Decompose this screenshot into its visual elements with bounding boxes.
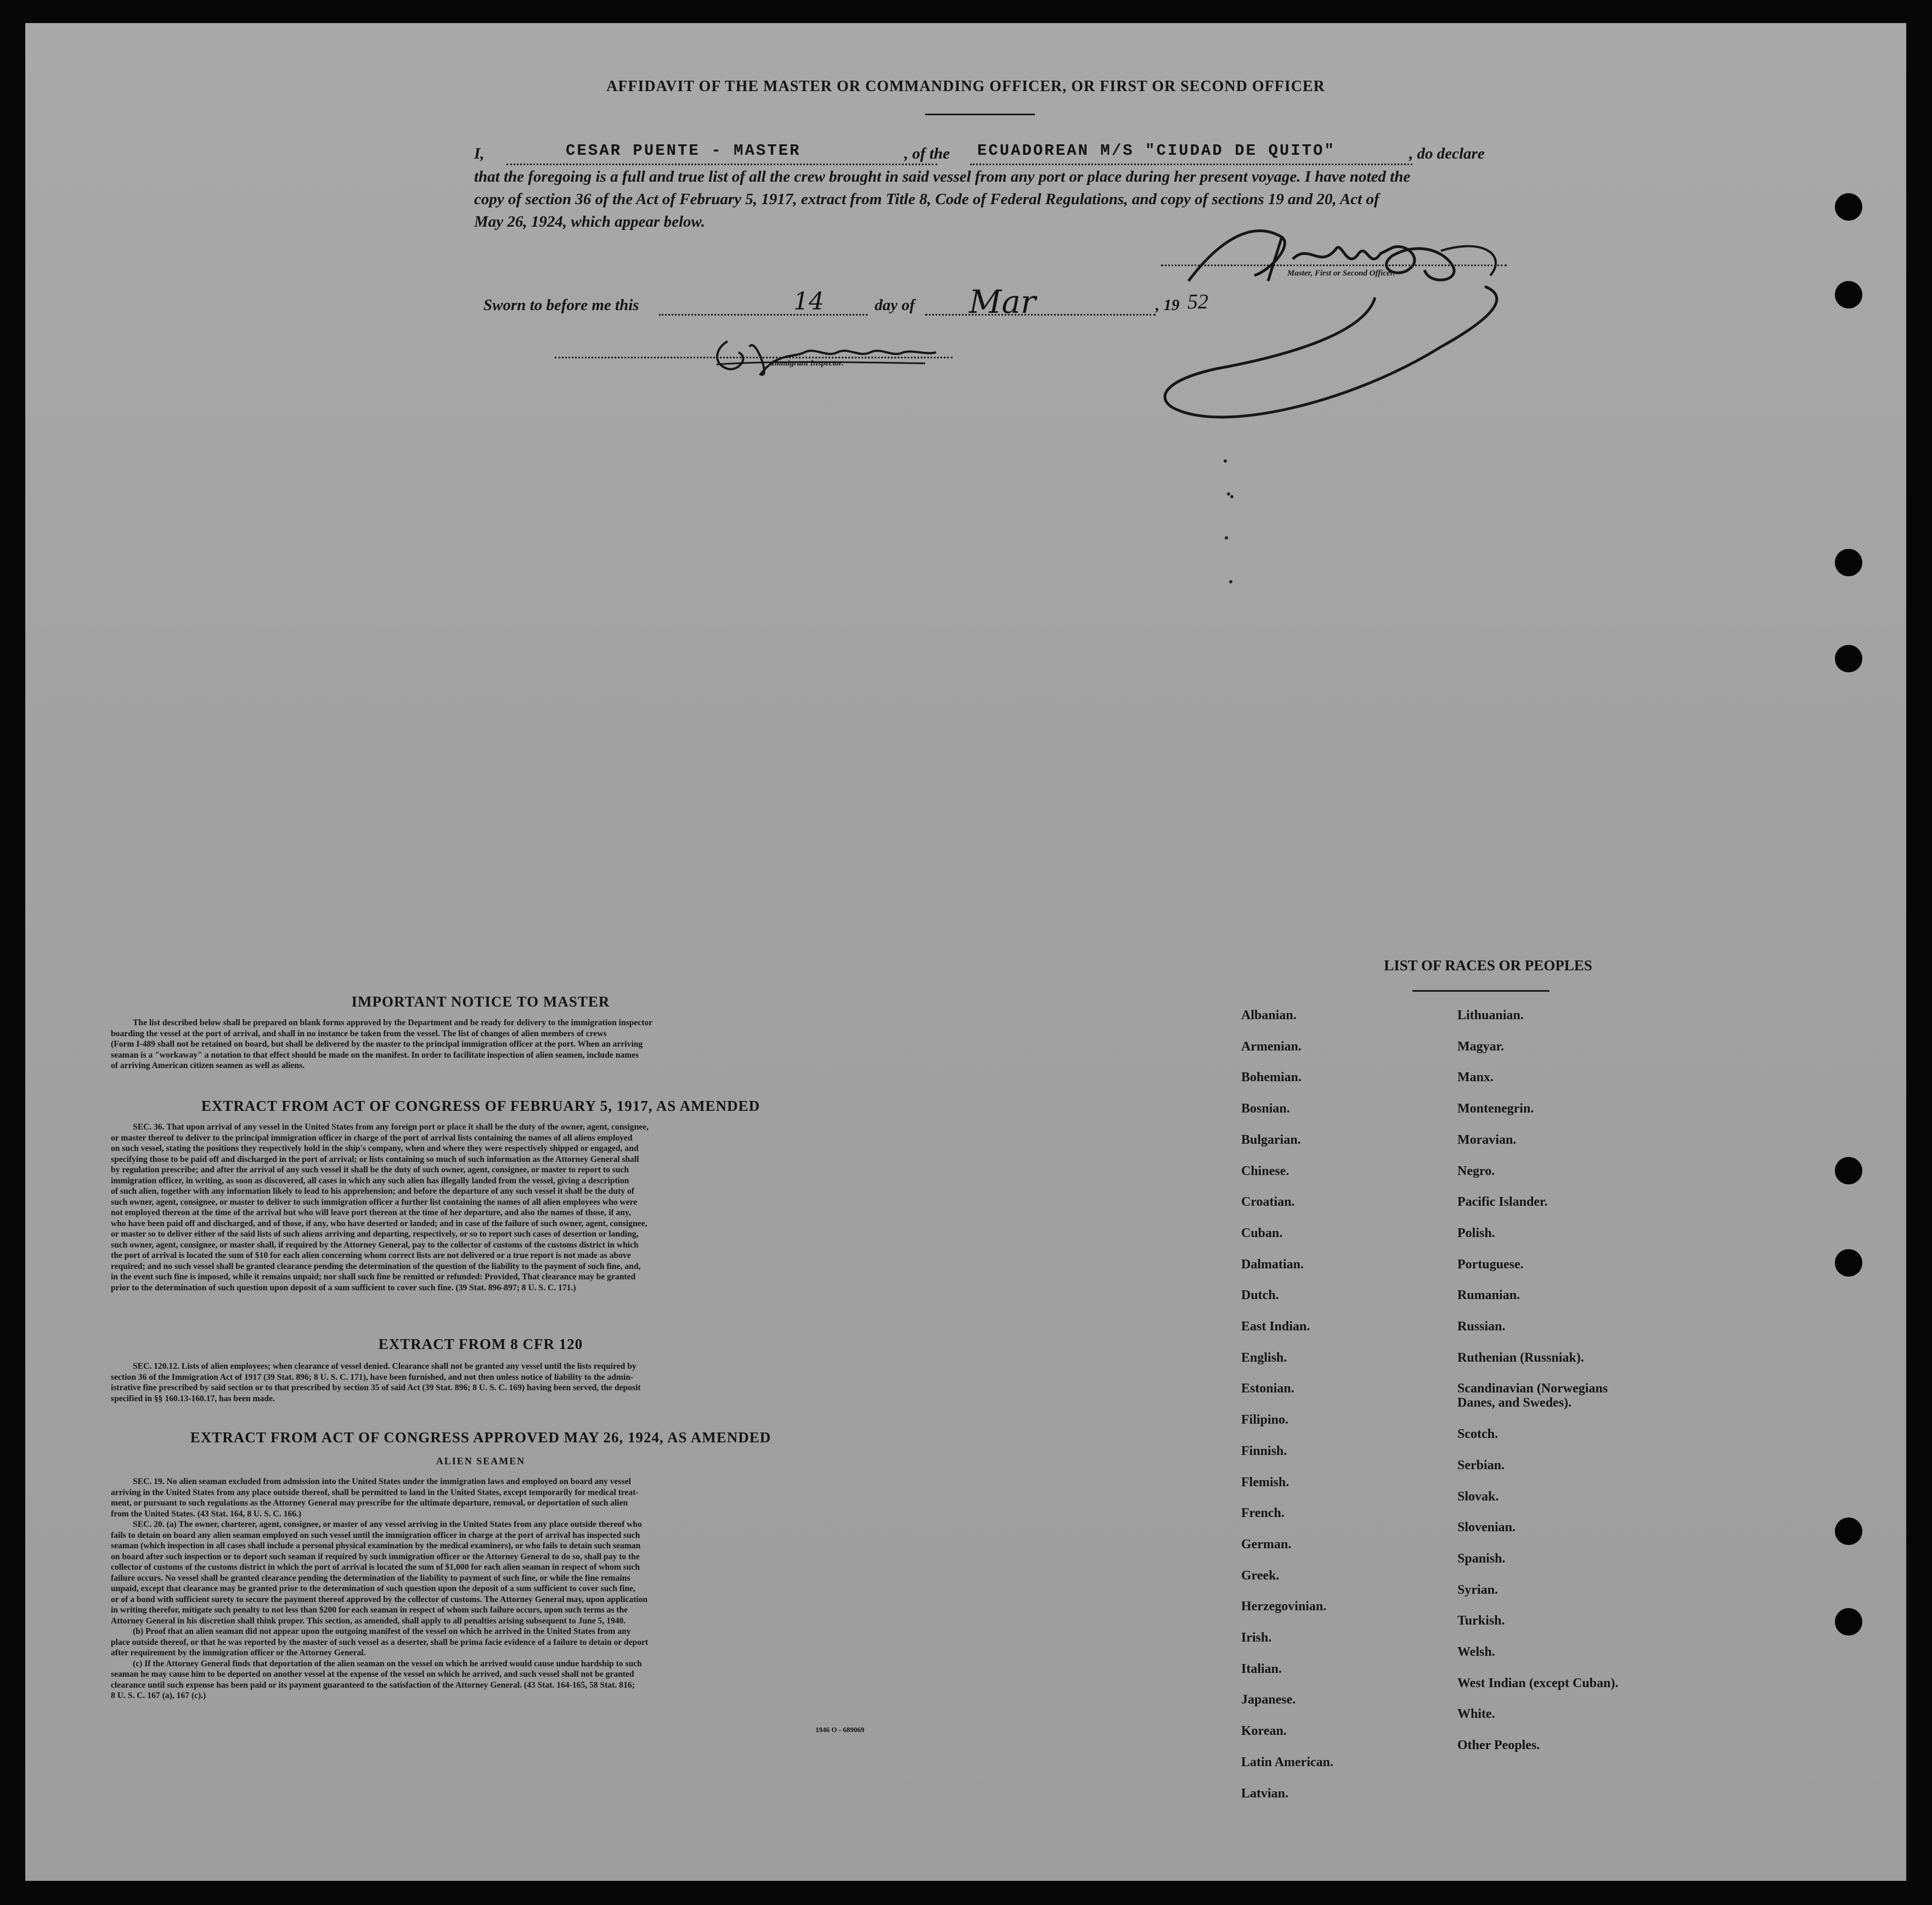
- extract-1917-title: EXTRACT FROM ACT OF CONGRESS OF FEBRUARY 5, 1917, AS AMENDED: [201, 1098, 761, 1114]
- punch-hole: [1835, 1608, 1862, 1636]
- races-divider: [1412, 990, 1550, 992]
- paragraph-line: (c) If the Attorney General finds that deportation of the alien seaman on the vessel on which he arrived would cause undue hardship to such: [133, 1659, 642, 1668]
- day-of-label: day of: [875, 296, 915, 314]
- title-divider: [925, 114, 1035, 115]
- race-item: Syrian.: [1457, 1582, 1499, 1597]
- race-item: Bulgarian.: [1241, 1132, 1301, 1147]
- race-item: Moravian.: [1457, 1132, 1517, 1147]
- paragraph-line: such owner, agent, consignee, or master to deliver to such immigration officer a further list containing the names of all alien employees who were: [111, 1197, 638, 1207]
- race-item: Negro.: [1457, 1164, 1495, 1178]
- paragraph-line: immigration officer, in writing, as soon as discovered, all cases in which any such alien has illegally landed from the vessel, giving a description: [111, 1176, 629, 1185]
- paragraph-line: not employed thereon at the time of the arrival but who will leave port thereon at the time of her departure, and also the names of those, if any,: [111, 1208, 631, 1217]
- paragraph-line: seaman he may cause him to be deported on another vessel at the expense of the vessel on which he arrived, and such vessel shall not be granted: [111, 1670, 634, 1679]
- paragraph-line: specified in §§ 160.13-160.17, has been made.: [111, 1393, 275, 1403]
- race-item: Russian.: [1457, 1319, 1506, 1334]
- race-item: Pacific Islander.: [1457, 1195, 1548, 1210]
- paragraph-line: clearance until such expense has been paid or its payment guaranteed to the satisfaction of the Attorney General. (43 Stat. 164-165, 58 Stat. 816;: [111, 1680, 635, 1690]
- race-item: West Indian (except Cuban).: [1457, 1676, 1619, 1690]
- race-item: Herzegovinian.: [1241, 1599, 1327, 1614]
- paragraph-line: or master so to deliver either of the said lists of such aliens arriving and departing, respectively, or so to report such cases of desertion or landing,: [111, 1229, 639, 1239]
- race-item: Slovak.: [1457, 1489, 1499, 1504]
- paragraph-line: arriving in the United States from any place outside thereof, shall be permitted to land in the United States, except temporarily for medical treat-: [111, 1487, 639, 1497]
- paragraph-line: who have been paid off and discharged, and of those, if any, who have deserted or landed; and in case of the failure of such owner, agent, consignee,: [111, 1218, 647, 1228]
- extract-1924-title: EXTRACT FROM ACT OF CONGRESS APPROVED MAY 26, 1924, AS AMENDED: [190, 1429, 771, 1446]
- paragraph-line: unpaid, except that clearance may be granted prior to the determination of such question upon the deposit of a sum sufficient to cover such fine,: [111, 1584, 635, 1593]
- paragraph-line: istrative fine prescribed by said section or to that prescribed by section 35 of said Act (39 Stat. 896; 8 U. S. C. 169) having been served, the deposit: [111, 1383, 641, 1392]
- vessel-line: [970, 164, 1412, 165]
- race-item: Dalmatian.: [1241, 1257, 1304, 1272]
- race-item: Welsh.: [1457, 1645, 1495, 1659]
- paragraph-line: on such vessel, stating the positions they respectively hold in the ship's company, when and where they were respectively shipped or engaged, and: [111, 1144, 639, 1153]
- paragraph-line: boarding the vessel at the port of arrival, and shall in no instance be taken from the vessel. The list of changes of alien members of crews: [111, 1029, 607, 1038]
- race-item: Danes, and Swedes).: [1457, 1396, 1572, 1411]
- month-line: [925, 314, 1156, 316]
- race-item: Slovenian.: [1457, 1520, 1516, 1535]
- paragraph-line: SEC. 36. That upon arrival of any vessel in the United States from any foreign port or place it shall be the duty of the owner, agent, consignee,: [133, 1122, 649, 1132]
- race-item: East Indian.: [1241, 1319, 1310, 1334]
- master-signature-caption: Master, First or Second Officer.: [1287, 269, 1395, 278]
- race-item: White.: [1457, 1707, 1495, 1722]
- paragraph-line: or of a bond with sufficient surety to secure the payment thereof approved by the collector of customs. The Attorney General may, upon application: [111, 1594, 648, 1604]
- punch-hole: [1835, 645, 1862, 672]
- race-item: Filipino.: [1241, 1413, 1289, 1428]
- paragraph-line: such owner, agent, consignee, or master shall, if required by the Attorney General, pay to the collector of customs of the customs district in which: [111, 1240, 639, 1250]
- race-item: Latvian.: [1241, 1786, 1289, 1801]
- race-item: Latin American.: [1241, 1755, 1333, 1769]
- year-prefix-label: , 19: [1156, 296, 1180, 314]
- paragraph-line: on board after such inspection or to deport such seaman if required by such immigration officer or the Attorney General to do so, shall pay to the: [111, 1552, 640, 1561]
- race-item: Finnish.: [1241, 1443, 1287, 1458]
- extract-1924-body: [111, 1476, 926, 1701]
- race-item: English.: [1241, 1350, 1287, 1365]
- stray-mark: [1229, 580, 1232, 583]
- paragraph-line: place outside thereof, or that he was reported by the master of such vessel as a deserter, shall be prima facie evidence of a failure to detain or deport: [111, 1637, 649, 1647]
- paragraph-line: seaman is a "workaway" a notation to that effect should be made on the manifest. In order to facilitate inspection of alien seamen, include names: [111, 1050, 639, 1060]
- declaration-line-3: copy of section 36 of the Act of February 5, 1917, extract from Title 8, Code of Federal Regulations, and copy of sections 19 and 20, Act of: [474, 190, 1379, 208]
- race-item: Rumanian.: [1457, 1288, 1520, 1303]
- race-item: Armenian.: [1241, 1039, 1302, 1054]
- race-item: Ruthenian (Russniak).: [1457, 1350, 1584, 1365]
- affidavit-title: AFFIDAVIT OF THE MASTER OR COMMANDING OFFICER, OR FIRST OR SECOND OFFICER: [606, 78, 1325, 95]
- declaration-line-4: May 26, 1924, which appear below.: [474, 213, 706, 231]
- race-item: Albanian.: [1241, 1008, 1297, 1022]
- master-signature: [1156, 204, 1562, 446]
- of-the-label: , of the: [904, 145, 950, 162]
- extract-cfr-title: EXTRACT FROM 8 CFR 120: [378, 1336, 583, 1352]
- punch-hole: [1835, 1249, 1862, 1277]
- race-item: Polish.: [1457, 1226, 1495, 1240]
- paragraph-line: the port of arrival is located the sum of $10 for each alien concerning whom correct lists are not delivered or a true report is not made as above: [111, 1251, 631, 1260]
- master-name-value: CESAR PUENTE - MASTER: [566, 142, 801, 160]
- race-item: Croatian.: [1241, 1195, 1295, 1210]
- races-title: LIST OF RACES OR PEOPLES: [1384, 957, 1592, 974]
- race-item: Portuguese.: [1457, 1257, 1524, 1272]
- race-item: Serbian.: [1457, 1458, 1505, 1473]
- paragraph-line: The list described below shall be prepared on blank forms approved by the Department and be ready for delivery to the immigration inspector: [133, 1018, 653, 1027]
- punch-hole: [1835, 281, 1862, 308]
- race-item: Flemish.: [1241, 1475, 1289, 1490]
- stray-mark: [1230, 495, 1233, 498]
- paragraph-line: required; and no such vessel shall be granted clearance pending the determination of the question of the liability to the payment of such fine, and,: [111, 1261, 641, 1271]
- race-item: Manx.: [1457, 1070, 1494, 1085]
- race-item: Cuban.: [1241, 1226, 1283, 1240]
- race-item: Scandinavian (Norwegians: [1457, 1381, 1608, 1396]
- race-item: Korean.: [1241, 1724, 1287, 1739]
- paragraph-line: specifying those to be paid off and discharged in the port of arrival; or lists containing so much of such information as the Attorney General shall: [111, 1154, 639, 1164]
- race-item: Turkish.: [1457, 1614, 1505, 1628]
- race-item: Scotch.: [1457, 1427, 1498, 1442]
- paragraph-line: from the United States. (43 Stat. 164, 8 U. S. C. 166.): [111, 1509, 302, 1519]
- paragraph-line: section 36 of the Immigration Act of 1917 (39 Stat. 896; 8 U. S. C. 171), have been furnished, and not then unless notice of liability to the admin-: [111, 1372, 634, 1382]
- paragraph-line: seaman (which inspection in all cases shall include a personal physical examination by the medical examiners), or who fails to detain such seaman: [111, 1541, 641, 1550]
- paragraph-line: in the event such fine is imposed, while it remains unpaid; nor shall such fine be remitted or refunded: Provided, That clearance may be granted: [111, 1272, 636, 1282]
- paragraph-line: or master thereof to deliver to the principal immigration officer in charge of the port of arrival lists containing the names of all aliens employed: [111, 1133, 633, 1143]
- i-label: I,: [474, 145, 485, 162]
- paragraph-line: collector of customs of the customs district in which the port of arrival is located the sum of $1,000 for each alien seaman in respect of whom such: [111, 1563, 640, 1572]
- stray-mark: [1227, 492, 1230, 496]
- notice-title: IMPORTANT NOTICE TO MASTER: [351, 993, 610, 1010]
- vessel-value: ECUADOREAN M/S "CIUDAD DE QUITO": [977, 142, 1336, 160]
- paragraph-line: by regulation prescribe; and after the arrival of any such vessel it shall be the duty of such owner, agent, consignee, or master to report to such: [111, 1165, 629, 1175]
- race-item: Italian.: [1241, 1661, 1282, 1676]
- paragraph-line: SEC. 20. (a) The owner, charterer, agent, consignee, or master of any vessel arriving in the United States from any place outside thereof who: [133, 1520, 642, 1529]
- race-item: Bosnian.: [1241, 1102, 1290, 1116]
- race-item: German.: [1241, 1537, 1292, 1552]
- inspector-caption: Immigrant Inspector.: [771, 359, 844, 368]
- race-item: Magyar.: [1457, 1039, 1505, 1054]
- sworn-label: Sworn to before me this: [483, 296, 639, 314]
- race-item: Other Peoples.: [1457, 1738, 1540, 1753]
- paragraph-line: Attorney General in his discretion shall think proper. This section, as amended, shall apply to all penalties arising subsequent to June 5, 1940.: [111, 1616, 626, 1626]
- paragraph-line: of such alien, together with any information likely to lead to his apprehension; and before the departure of any such vessel it shall be the duty of: [111, 1187, 635, 1196]
- document-sheet: [25, 23, 1906, 1881]
- print-code: 1946 O - 689069: [815, 1726, 865, 1734]
- race-item: Lithuanian.: [1457, 1008, 1524, 1022]
- paragraph-line: after requirement by the immigration officer or the Attorney General.: [111, 1648, 366, 1657]
- notice-body: [111, 1018, 926, 1071]
- paragraph-line: SEC. 120.12. Lists of alien employees; when clearance of vessel denied. Clearance shall not be granted any vessel until the lists required by: [133, 1362, 637, 1371]
- paragraph-line: SEC. 19. No alien seaman excluded from admission into the United States under the immigration laws and employed on board any vessel: [133, 1477, 631, 1486]
- paragraph-line: (Form I-489 shall not be retained on board, but shall be delivered by the master to the principal immigration officer at the port. When an arriving: [111, 1039, 643, 1049]
- paragraph-line: ment, or pursuant to such regulations as the Attorney General may prescribe for the ultimate departure, removal, or deportation of such alien: [111, 1498, 628, 1508]
- race-item: Dutch.: [1241, 1288, 1279, 1303]
- paragraph-line: prior to the determination of such question upon deposit of a sum sufficient to cover such fine. (39 Stat. 896-897; 8 U. S. C. 171.): [111, 1283, 576, 1293]
- master-name-line: [506, 164, 937, 165]
- paragraph-line: 8 U. S. C. 167 (a), 167 (c).): [111, 1691, 206, 1700]
- race-item: Greek.: [1241, 1568, 1280, 1583]
- inspector-signature: [706, 330, 947, 385]
- race-item: Chinese.: [1241, 1164, 1289, 1178]
- declaration-line-2: that the foregoing is a full and true list of all the crew brought in said vessel from any port or place during her present voyage. I have noted the: [474, 168, 1411, 186]
- race-item: Bohemian.: [1241, 1070, 1302, 1085]
- race-item: French.: [1241, 1506, 1285, 1521]
- stray-mark: [1225, 536, 1228, 540]
- year-value: 52: [1187, 290, 1208, 313]
- extract-cfr-body: [111, 1361, 926, 1404]
- race-item: Japanese.: [1241, 1693, 1296, 1707]
- do-declare-label: , do declare: [1409, 145, 1485, 162]
- punch-hole: [1835, 1518, 1862, 1545]
- punch-hole: [1835, 193, 1862, 221]
- paragraph-line: in writing therefor, mitigate such penalty to not less than $200 for each seaman in respect of whom such failure occurs, upon such terms as the: [111, 1605, 628, 1615]
- punch-hole: [1835, 549, 1862, 576]
- paragraph-line: of arriving American citizen seamen as well as aliens.: [111, 1061, 305, 1070]
- day-line: [659, 314, 868, 316]
- punch-hole: [1835, 1157, 1862, 1184]
- paragraph-line: (b) Proof that an alien seaman did not appear upon the outgoing manifest of the vessel on which he arrived in the United States from any: [133, 1627, 631, 1636]
- race-item: Montenegrin.: [1457, 1102, 1534, 1116]
- month-value: Mar: [969, 283, 1036, 321]
- race-item: Irish.: [1241, 1631, 1272, 1645]
- stray-mark: [1224, 459, 1227, 463]
- race-item: Estonian.: [1241, 1381, 1294, 1396]
- extract-1917-body: [111, 1122, 926, 1293]
- race-item: Spanish.: [1457, 1551, 1506, 1566]
- paragraph-line: failure occurs. No vessel shall be granted clearance pending the determination of the liability to payment of such fine, or while the fine remains: [111, 1573, 630, 1583]
- paragraph-line: fails to detain on board any alien seaman employed on such vessel until the immigration officer in charge at the port of arrival has inspected such: [111, 1530, 640, 1540]
- day-value: 14: [793, 288, 824, 316]
- extract-1924-subtitle: ALIEN SEAMEN: [436, 1456, 526, 1466]
